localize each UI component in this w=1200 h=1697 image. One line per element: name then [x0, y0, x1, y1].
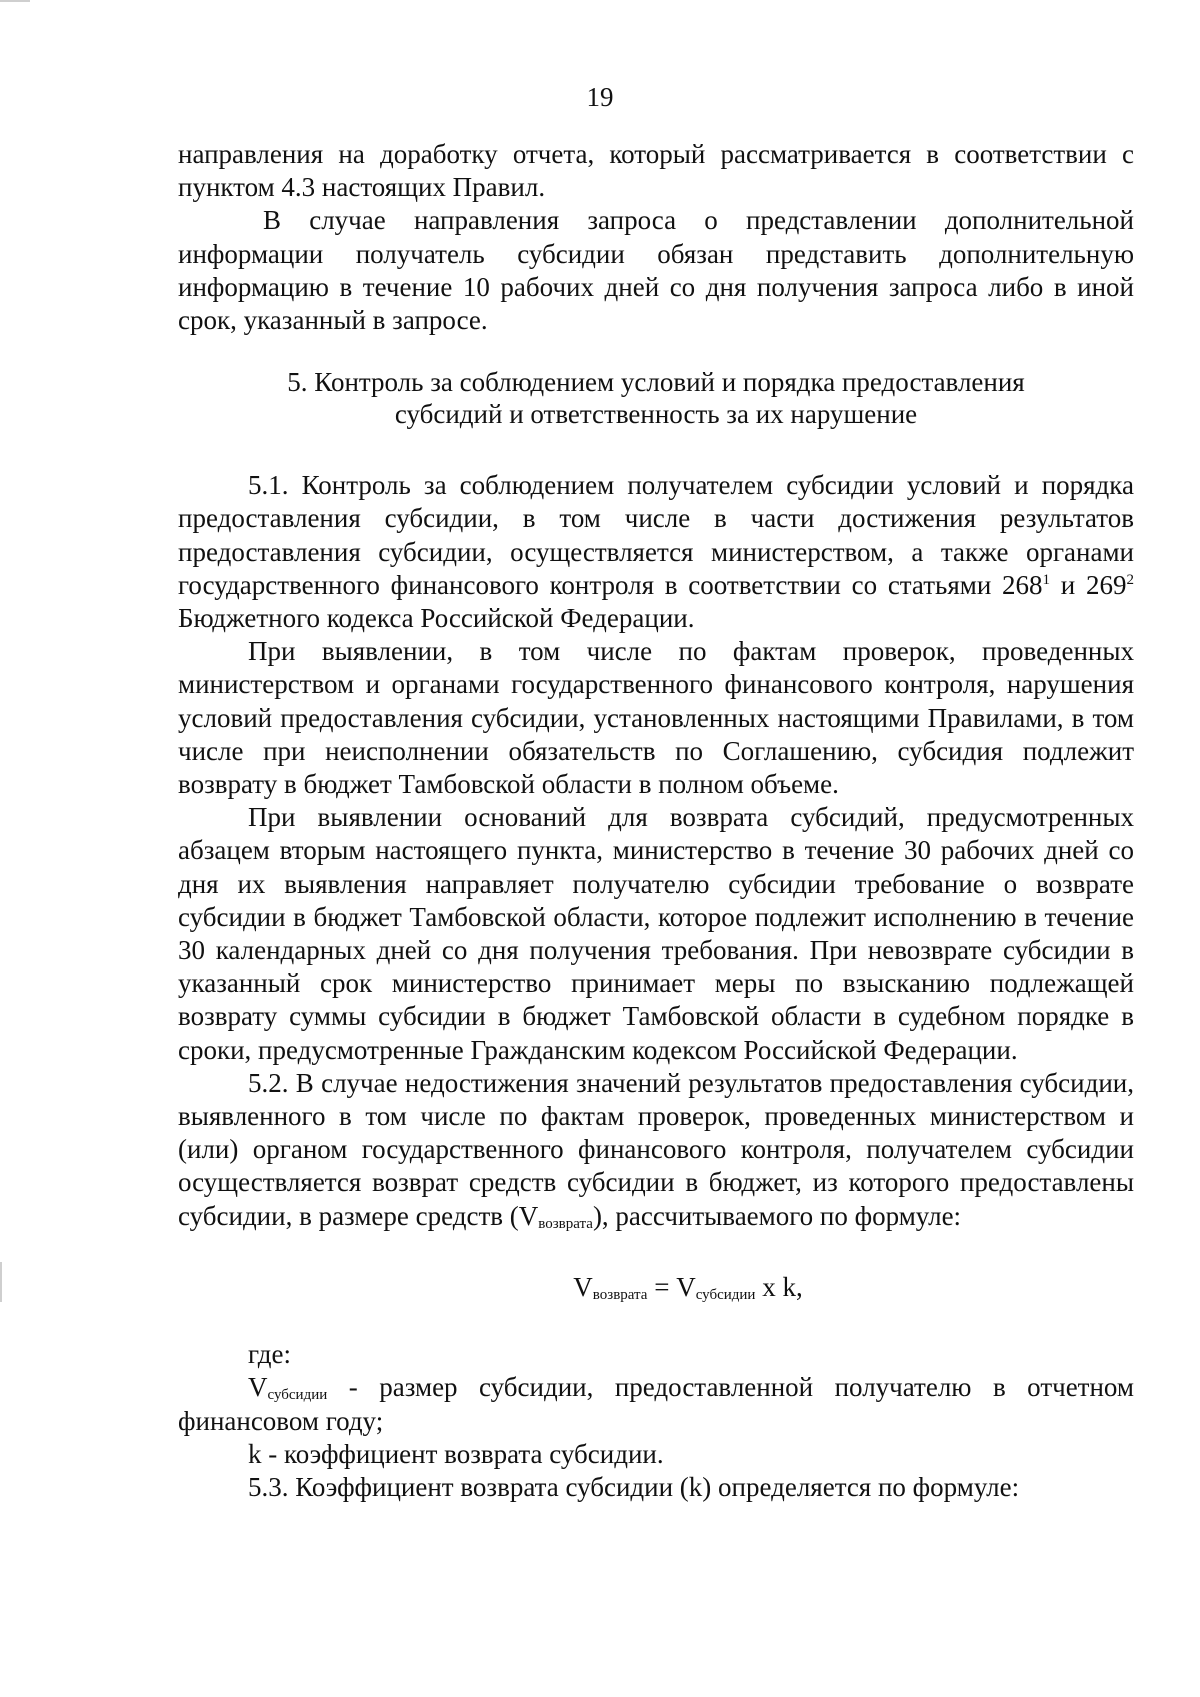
- scan-edge-mark: [0, 0, 30, 2]
- text: 5.2. В случае недостижения значений результатов предоставления субсидии, выявленного в том числе по фактам проверок, проведенных министерством и (или) органом государственного финансового контроля, получателем субсидии осуществляется возврат средств субсидии в бюджет, из которого предоставлены субсидии, в размере средств (V: [178, 1067, 1134, 1231]
- paragraph: В случае направления запроса о представлении дополнительной информации получатель субсидии обязан представить дополнительную информацию в течение 10 рабочих дней со дня получения запроса либо в иной срок, указанный в запросе.: [178, 205, 1134, 336]
- section-heading-line: 5. Контроль за соблюдением условий и порядка предоставления: [287, 367, 1025, 398]
- formula-tail: x k,: [755, 1271, 803, 1302]
- superscript: 2: [1126, 571, 1134, 588]
- text: 5.1. Контроль за соблюдением получателем субсидии условий и порядка предоставления субсидии, в том числе в части достижения результатов предоставления субсидии, осуществляется министерством, а также органами государственного финансового контроля в соответствии со статьями 268: [178, 470, 1134, 600]
- page-number: 19: [586, 82, 614, 112]
- text: Бюджетного кодекса Российской Федерации.: [178, 603, 695, 634]
- superscript: 1: [1042, 571, 1051, 588]
- formula: [178, 1271, 1134, 1304]
- formula-eq: =: [647, 1271, 677, 1302]
- paragraph: направления на доработку отчета, который рассматривается в соответствии с пунктом 4.3 настоящих Правил.: [178, 139, 1134, 203]
- subscript: субсидии: [695, 1286, 756, 1303]
- section-heading: [178, 366, 1134, 430]
- paragraph-5-2: [178, 1067, 1134, 1233]
- formula-var: V: [248, 1372, 268, 1403]
- subscript: субсидии: [267, 1387, 328, 1404]
- document-body: [178, 138, 1134, 1504]
- text: и 269: [1050, 569, 1127, 600]
- formula-var: V: [573, 1271, 593, 1302]
- subscript: возврата: [592, 1286, 648, 1303]
- where-label: где:: [248, 1339, 291, 1370]
- paragraph-5-3: 5.3. Коэффициент возврата субсидии (k) определяется по формуле:: [248, 1471, 1020, 1502]
- definition: k - коэффициент возврата субсидии.: [248, 1438, 664, 1469]
- text: - размер субсидии, предоставленной получателю в отчетном финансовом году;: [178, 1372, 1134, 1436]
- definition: [178, 1371, 1134, 1437]
- scan-edge-mark: [0, 1262, 2, 1302]
- paragraph: При выявлении оснований для возврата субсидий, предусмотренных абзацем вторым настоящего пункта, министерство в течение 30 рабочих дней со дня их выявления направляет получателю субсидии требование о возврате субсидии в бюджет Тамбовской области, которое подлежит исполнению в течение 30 календарных дней со дня получения требования. При невозврате субсидии в указанный срок министерство принимает меры по взысканию подлежащей возврату суммы субсидии в бюджет Тамбовской области в судебном порядке в сроки, предусмотренные Гражданским кодексом Российской Федерации.: [178, 802, 1134, 1065]
- text: ), рассчитываемого по формуле:: [592, 1200, 962, 1231]
- section-heading-line: субсидий и ответственность за их нарушение: [394, 399, 918, 430]
- paragraph: При выявлении, в том числе по фактам проверок, проведенных министерством и органами государственного финансового контроля, нарушения условий предоставления субсидии, установленных настоящими Правилами, в том числе при неисполнении обязательств по Соглашению, субсидия подлежит возврату в бюджет Тамбовской области в полном объеме.: [178, 636, 1134, 800]
- formula-var: V: [676, 1271, 696, 1302]
- subscript: возврата: [538, 1215, 593, 1232]
- paragraph-5-1: [178, 469, 1134, 635]
